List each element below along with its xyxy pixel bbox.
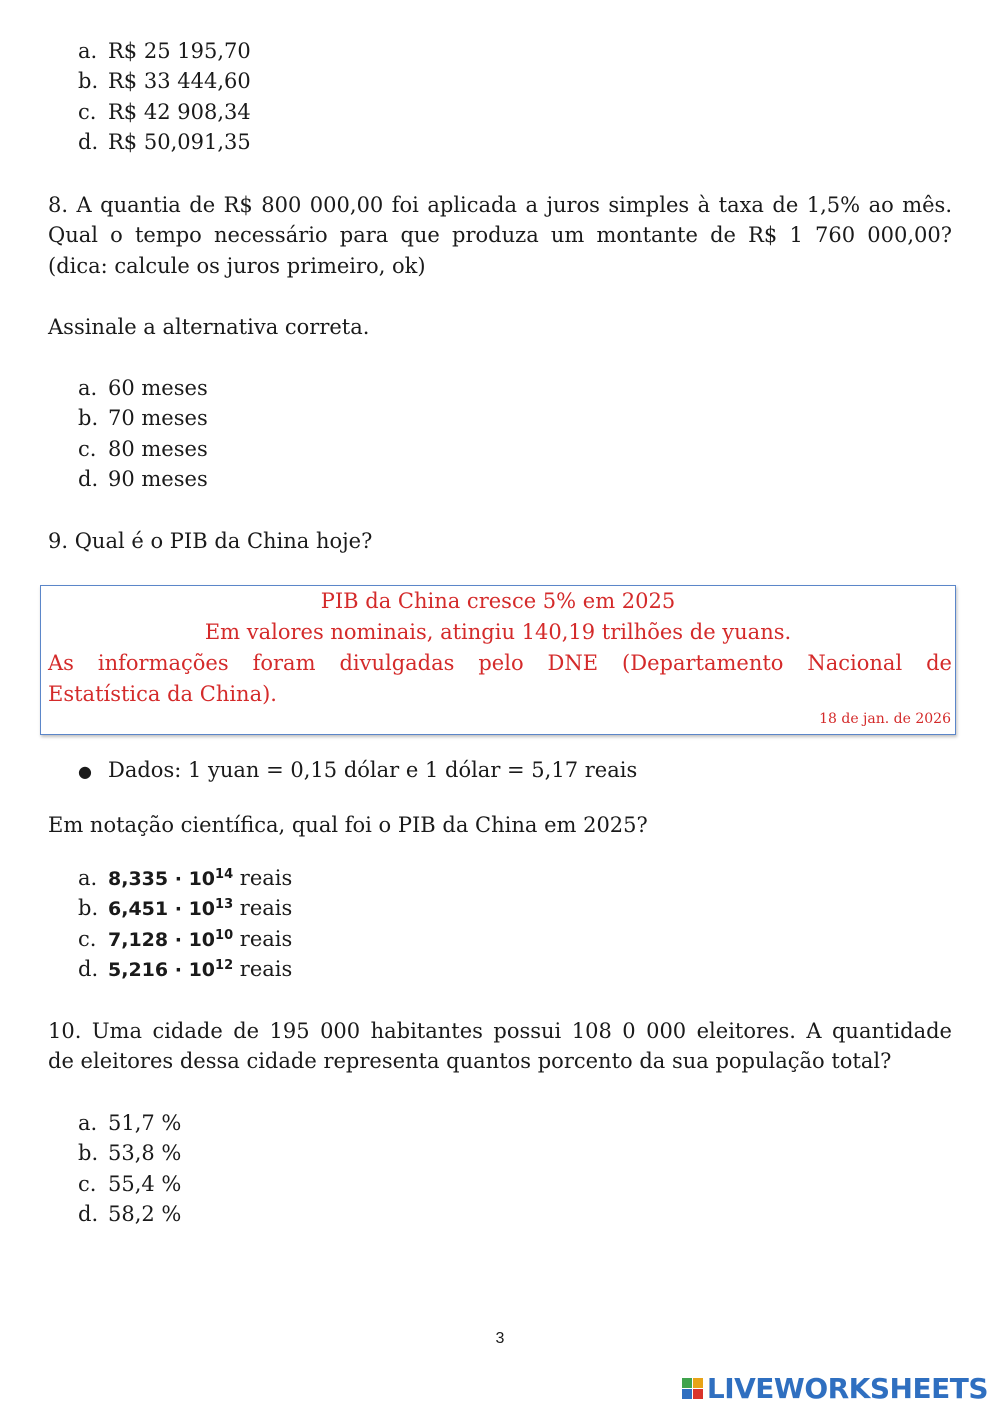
news-body-line-2: Estatística da China).	[48, 682, 277, 706]
news-subheadline: Em valores nominais, atingiu 140,19 trilhões de yuans.	[204, 620, 792, 644]
q8-option-a[interactable]: a. 60 meses	[78, 376, 208, 400]
liveworksheets-icon	[682, 1378, 703, 1399]
page-number: 3	[495, 1330, 505, 1347]
q8-line-3: (dica: calcule os juros primeiro, ok)	[48, 254, 426, 278]
q9-data-bullet: ● Dados: 1 yuan = 0,15 dólar e 1 dólar = 5,17 reais	[78, 755, 637, 788]
q8-instruction: Assinale a alternativa correta.	[48, 315, 370, 339]
q8-option-c[interactable]: c. 80 meses	[78, 437, 208, 461]
liveworksheets-logo[interactable]	[682, 1372, 988, 1405]
sci-notation: $7,128 \cdot 10^{10}$	[108, 928, 234, 951]
q9-prompt: Em notação científica, qual foi o PIB da China em 2025?	[48, 813, 648, 837]
q9-option-c[interactable]: c. $7,128 \cdot 10^{10}$ reais	[78, 927, 293, 951]
q10-line-2: de eleitores dessa cidade representa quantos porcento da sua população total?	[48, 1049, 892, 1073]
q8-option-d[interactable]: d. 90 meses	[78, 467, 208, 491]
news-box	[40, 585, 956, 735]
q9-option-d[interactable]: d. $5,216 \cdot 10^{12}$ reais	[78, 957, 293, 981]
brand-name: LIVEWORKSHEETS	[706, 1372, 988, 1405]
news-date: 18 de jan. de 2026	[819, 711, 951, 727]
news-body-line-1: As informações foram divulgadas pelo DNE (Departamento Nacional de	[48, 651, 952, 675]
q8-line-1: 8. A quantia de R$ 800 000,00 foi aplicada a juros simples à taxa de 1,5% ao mês.	[48, 193, 952, 217]
sci-notation: $6,451 \cdot 10^{13}$	[108, 897, 234, 920]
sci-notation: $5,216 \cdot 10^{12}$	[108, 958, 234, 981]
q9-option-b[interactable]: b. $6,451 \cdot 10^{13}$ reais	[78, 896, 293, 920]
sci-notation: $8,335 \cdot 10^{14}$	[108, 867, 234, 890]
q7-option-b[interactable]: b. R$ 33 444,60	[78, 69, 251, 93]
q8-option-b[interactable]: b. 70 meses	[78, 406, 208, 430]
bullet-icon: ●	[78, 762, 92, 781]
q10-option-c[interactable]: c. 55,4 %	[78, 1172, 182, 1196]
q7-option-a[interactable]: a. R$ 25 195,70	[78, 39, 251, 63]
q8-line-2: Qual o tempo necessário para que produza um montante de R$ 1 760 000,00?	[48, 223, 952, 247]
q10-option-d[interactable]: d. 58,2 %	[78, 1202, 182, 1226]
q10-line-1: 10. Uma cidade de 195 000 habitantes possui 108 0 000 eleitores. A quantidade	[48, 1019, 952, 1043]
q9-question: 9. Qual é o PIB da China hoje?	[48, 529, 373, 553]
q7-option-c[interactable]: c. R$ 42 908,34	[78, 100, 251, 124]
q10-option-a[interactable]: a. 51,7 %	[78, 1111, 182, 1135]
q7-option-d[interactable]: d. R$ 50,091,35	[78, 130, 251, 154]
q9-option-a[interactable]: a. $8,335 \cdot 10^{14}$ reais	[78, 866, 293, 890]
q10-option-b[interactable]: b. 53,8 %	[78, 1141, 182, 1165]
news-headline: PIB da China cresce 5% em 2025	[320, 589, 676, 613]
